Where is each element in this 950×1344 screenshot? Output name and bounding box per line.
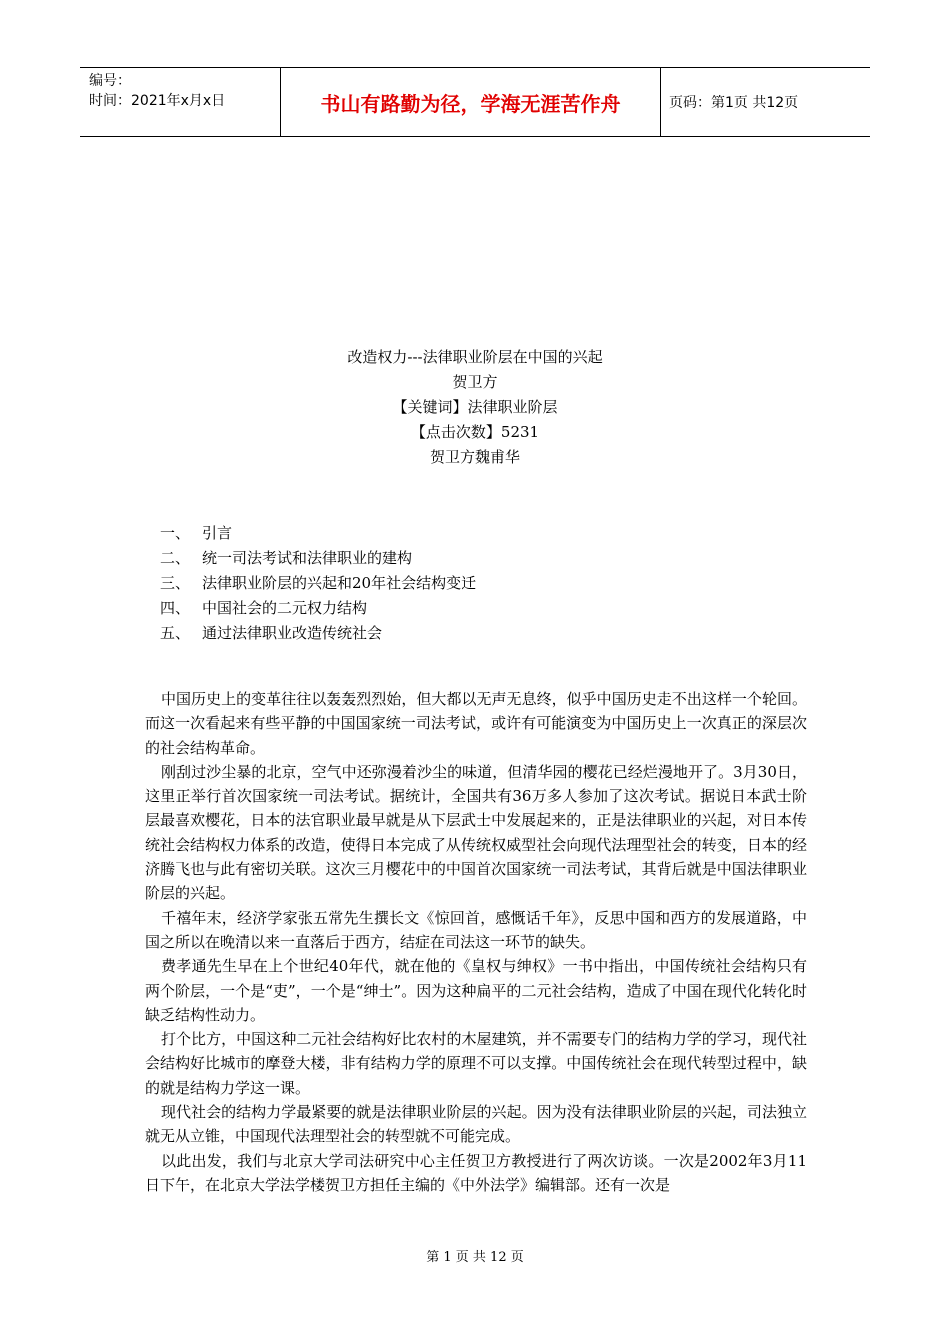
paragraph: 以此出发，我们与北京大学司法研究中心主任贺卫方教授进行了两次访谈。一次是2002年3月11日下午，在北京大学法学楼贺卫方担任主编的《中外法学》编辑部。还有一次是 [145,1151,807,1194]
header-page-info: 页码：第1页 共12页 [669,95,799,111]
toc-number: 五、 [160,624,191,642]
toc-label: 法律职业阶层的兴起和20年社会结构变迁 [202,574,477,592]
header-meta [80,68,281,136]
page-footer: 第 1 页 共 12 页 [426,1250,524,1265]
keywords-line: 【关键词】法律职业阶层 [392,398,558,416]
paragraph: 现代社会的结构力学最紧要的就是法律职业阶层的兴起。因为没有法律职业阶层的兴起，司法独立就无从立锥，中国现代法理型社会的转型就不可能完成。 [145,1103,807,1146]
document-title: 改造权力---法律职业阶层在中国的兴起 [347,348,603,366]
toc-item [160,546,476,571]
paragraph: 打个比方，中国这种二元社会结构好比农村的木屋建筑，并不需要专门的结构力学的学习，现代社会结构好比城市的摩登大楼，非有结构力学的原理不可以支撑。中国传统社会在现代转型过程中，缺的就是结构力学这一课。 [145,1030,807,1097]
toc-number: 四、 [160,599,191,617]
toc-item [160,571,476,596]
authors-line: 贺卫方魏甫华 [429,448,520,466]
paragraph: 中国历史上的变革往往以轰轰烈烈始，但大都以无声无息终，似乎中国历史走不出这样一个轮回。而这一次看起来有些平静的中国国家统一司法考试，或许有可能演变为中国历史上一次真正的深层次的社会结构革命。 [145,690,807,757]
toc-item [160,621,476,646]
body-text [145,687,807,1197]
toc-number: 二、 [160,549,191,567]
toc-number: 一、 [160,524,191,542]
toc-label: 中国社会的二元权力结构 [202,599,368,617]
header-motto: 书山有路勤为径，学海无涯苦作舟 [281,68,661,136]
toc-label: 统一司法考试和法律职业的建构 [202,549,413,567]
header-table [80,67,870,137]
paragraph: 费孝通先生早在上个世纪40年代，就在他的《皇权与绅权》一书中指出，中国传统社会结构只有两个阶层，一个是“吏”，一个是“绅士”。因为这种扁平的二元社会结构，造成了中国在现代化转化时缺乏结构性动力。 [145,957,807,1024]
time-label: 时间：2021年x月x日 [89,93,226,109]
paragraph: 千禧年末，经济学家张五常先生撰长文《惊回首，感慨话千年》，反思中国和西方的发展道路，中国之所以在晚清以来一直落后于西方，结症在司法这一环节的缺失。 [145,908,807,951]
paragraph: 刚刮过沙尘暴的北京，空气中还弥漫着沙尘的味道，但清华园的樱花已经烂漫地开了。3月30日，这里正举行首次国家统一司法考试。据统计，全国共有36万多人参加了这次考试。据说日本武士阶层最喜欢樱花，日本的法官职业最早就是从下层武士中发展起来的，正是法律职业的兴起，对日本传统社会结构权力体系的改造，使得日本完成了从传统权威型社会向现代法理型社会的转变，日本的经济腾飞也与此有密切关联。这次三月樱花中的中国首次国家统一司法考试，其背后就是中国法律职业阶层的兴起。 [145,762,807,903]
toc-item [160,521,476,546]
title-block [0,345,950,470]
clicks-line: 【点击次数】5231 [410,423,540,441]
toc-label: 通过法律职业改造传统社会 [202,624,383,642]
toc-number: 三、 [160,574,191,592]
number-label: 编号： [89,73,131,89]
author-line: 贺卫方 [452,373,498,391]
toc-item [160,596,476,621]
toc-label: 引言 [202,524,233,542]
table-of-contents [160,521,476,646]
